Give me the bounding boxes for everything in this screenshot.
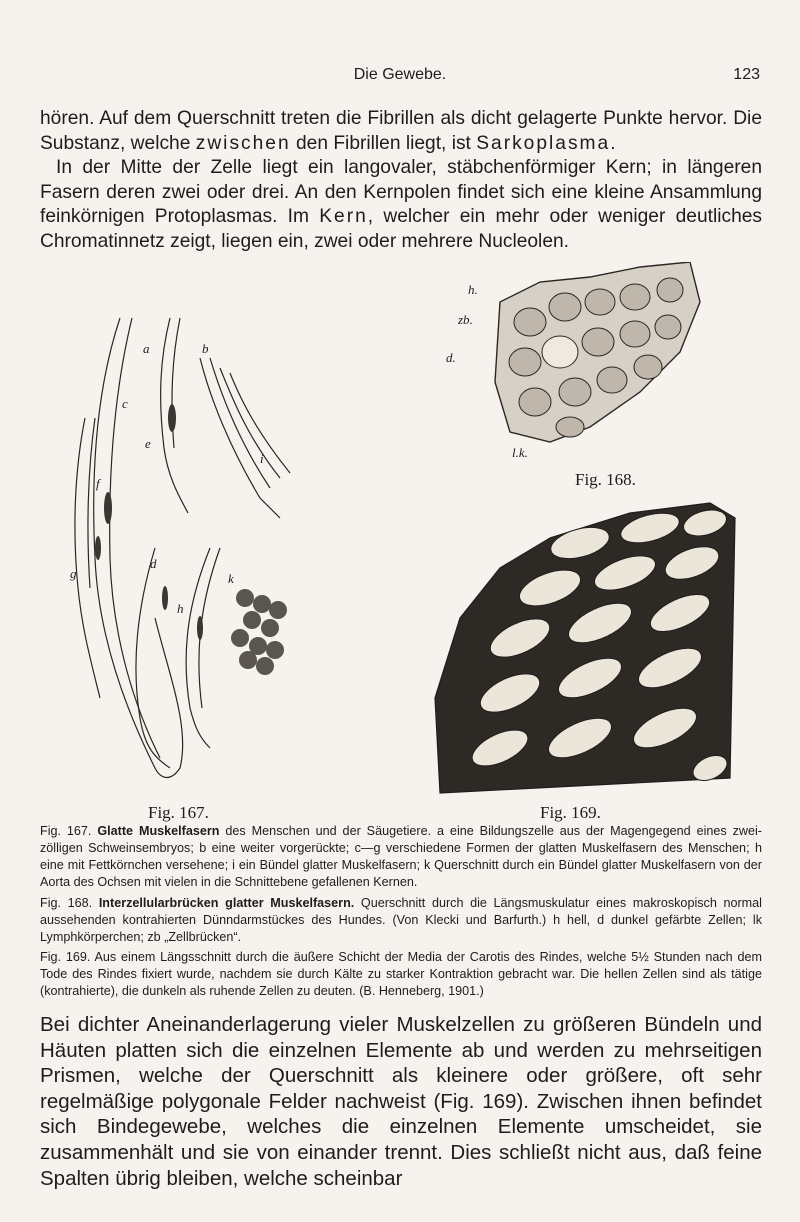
caption-168-title: Interzellularbrücken glatter Muskelfasern.	[98, 896, 355, 910]
p1-text-a: hören. Auf dem Querschnitt treten die Fibrillen als dicht gelagerte Punkte hervor. Die Substanz, welche	[40, 108, 762, 154]
fig167-label-g: g	[70, 566, 77, 581]
fig167-label-d: d	[150, 556, 157, 571]
p1-text-c: .	[610, 132, 616, 154]
cross-section-cell	[266, 641, 284, 659]
muscle-cell	[556, 417, 584, 437]
muscle-cell	[597, 367, 627, 393]
caption-167-title: Glatte Muskelfasern	[97, 824, 220, 838]
fig167-label-a: a	[143, 341, 150, 356]
fiber-outline	[110, 318, 160, 758]
cross-section-cell	[269, 601, 287, 619]
fig167-label-h: h	[177, 601, 184, 616]
p2-text-b: , welcher ein mehr oder weniger deutliches Chromatinnetz zeigt, liegen ein, zwei oder mehrere Nucleolen.	[40, 206, 763, 252]
cross-section-cell	[256, 657, 274, 675]
fig168-label: Fig. 168.	[575, 470, 636, 489]
muscle-cell	[620, 284, 650, 310]
fig167-label-i: i	[260, 451, 264, 466]
caption-fig168	[40, 895, 762, 946]
fiber-outline	[220, 368, 280, 478]
nucleus	[162, 586, 168, 610]
muscle-cell	[657, 278, 683, 302]
caption-169-num: Fig. 169.	[40, 950, 91, 964]
cross-section-cell	[231, 629, 249, 647]
muscle-cell	[585, 289, 615, 315]
caption-168-text: Querschnitt durch die Längsmuskulatur eines makroskopisch normal aussehenden kontrahierten Dünndarmstückes des Hundes. (Von Klecki und Barfurth.) h hell, d dunkel gefärbte Zellen; lk Lymphkörperchen; zb „Zellbrücken“.	[40, 896, 762, 944]
caption-fig169	[40, 949, 762, 1000]
fiber-outline	[210, 358, 270, 488]
caption-167-num: Fig. 167.	[40, 824, 92, 838]
muscle-cell	[542, 336, 578, 368]
nucleus	[168, 404, 176, 432]
caption-169-text: Aus einem Längsschnitt durch die äußere Schicht der Media der Carotis des Rindes, welche 5½ Stunden nach dem Tode des Rindes fixiert wurde, nachdem sie durch Kälte zu starker Kontraktion gebracht war. Die hellen Zellen sind als tätige (kontrahierte), die dunkeln als ruhende Zellen zu deuten. (B. Henneberg, 1901.)	[40, 950, 762, 998]
fig167-illustration	[60, 298, 300, 798]
cross-section-cell	[239, 651, 257, 669]
muscle-cell	[509, 348, 541, 376]
paragraph-2	[40, 156, 762, 254]
muscle-cell	[582, 328, 614, 356]
fig168-label-lk: l.k.	[512, 445, 528, 460]
fig169-label: Fig. 169.	[540, 803, 601, 822]
muscle-cell	[549, 293, 581, 321]
fig167-label-c: c	[122, 396, 128, 411]
p2-spaced-kern: Kern	[319, 206, 368, 228]
fig168-label-d: d.	[446, 350, 456, 365]
paragraph-1	[40, 107, 762, 156]
header-title: Die Gewebe.	[353, 66, 447, 83]
muscle-cell	[559, 378, 591, 406]
cross-section-cell	[236, 589, 254, 607]
fiber-outline	[136, 548, 170, 768]
caption-167-text: des Menschen und der Säugetiere. a eine Bildungszelle aus der Magengegend eines zwei-zölligen Schweinsembryos; b eine weiter vorgerückte; c—g verschiedene Formen der glatten Muskelfasern des Menschen; h eine mit Fettkörnchen versehene; i ein Bündel glatter Muskelfasern; k Querschnitt durch ein Bündel glatter Muskelfasern von der Aorta des Ochsen mit vielen in die Schnittebene gefallenen Kernen.	[40, 824, 762, 889]
fig168-illustration	[440, 262, 710, 462]
p1-text-b: den Fibrillen liegt, ist	[290, 132, 477, 154]
p1-spaced-zwischen: zwischen	[195, 132, 291, 154]
fig168-label-zb: zb.	[458, 312, 473, 327]
muscle-cell	[519, 388, 551, 416]
fig167-label: Fig. 167.	[148, 803, 209, 822]
caption-168-num: Fig. 168.	[40, 896, 93, 910]
fiber-outline	[75, 418, 100, 698]
cross-section-cell	[243, 611, 261, 629]
page-number: 123	[733, 66, 760, 83]
nucleus	[95, 536, 101, 560]
muscle-cell	[655, 315, 681, 339]
fig167-label-k: k	[228, 571, 234, 586]
nucleus	[104, 492, 112, 524]
cross-section-cell	[253, 595, 271, 613]
fig167-label-f: f	[96, 476, 100, 491]
cross-section-cell	[261, 619, 279, 637]
fig167-label-b: b	[202, 341, 209, 356]
caption-fig167	[40, 823, 762, 891]
fig167-label-e: e	[145, 436, 151, 451]
paragraph-3: Bei dichter Aneinanderlagerung vieler Muskelzellen zu größeren Bündeln und Häuten platten sich die einzelnen Elemente ab und werden zu mehrseitigen Prismen, welche der Querschnitt als kleinere oder größere, oft sehr regelmäßige polygonale Felder nachweist (Fig. 169). Zwischen ihnen befindet sich Bindegewebe, welches die einzelnen Elemente umscheidet, sie zusammenhält und sie von einander trennt. Dies schließt nicht aus, daß feine Spalten übrig bleiben, welche scheinbar	[40, 1013, 762, 1190]
nucleus	[197, 616, 203, 640]
fig169-illustration	[430, 498, 740, 798]
p2-text-a: In der Mitte der Zelle liegt ein langovaler, stäbchenförmiger Kern; in längeren Fasern deren zwei oder drei. An den Kernpolen findet sich eine kleine Ansammlung feinkörnigen Protoplasmas. Im	[40, 157, 762, 228]
fiber-outline	[186, 548, 210, 748]
muscle-cell	[620, 321, 650, 347]
muscle-cell	[634, 355, 662, 379]
muscle-cell	[514, 308, 546, 336]
fig168-label-h: h.	[468, 282, 478, 297]
p1-spaced-sarkoplasma: Sarkoplasma	[476, 132, 611, 154]
fiber-outline	[200, 358, 280, 518]
